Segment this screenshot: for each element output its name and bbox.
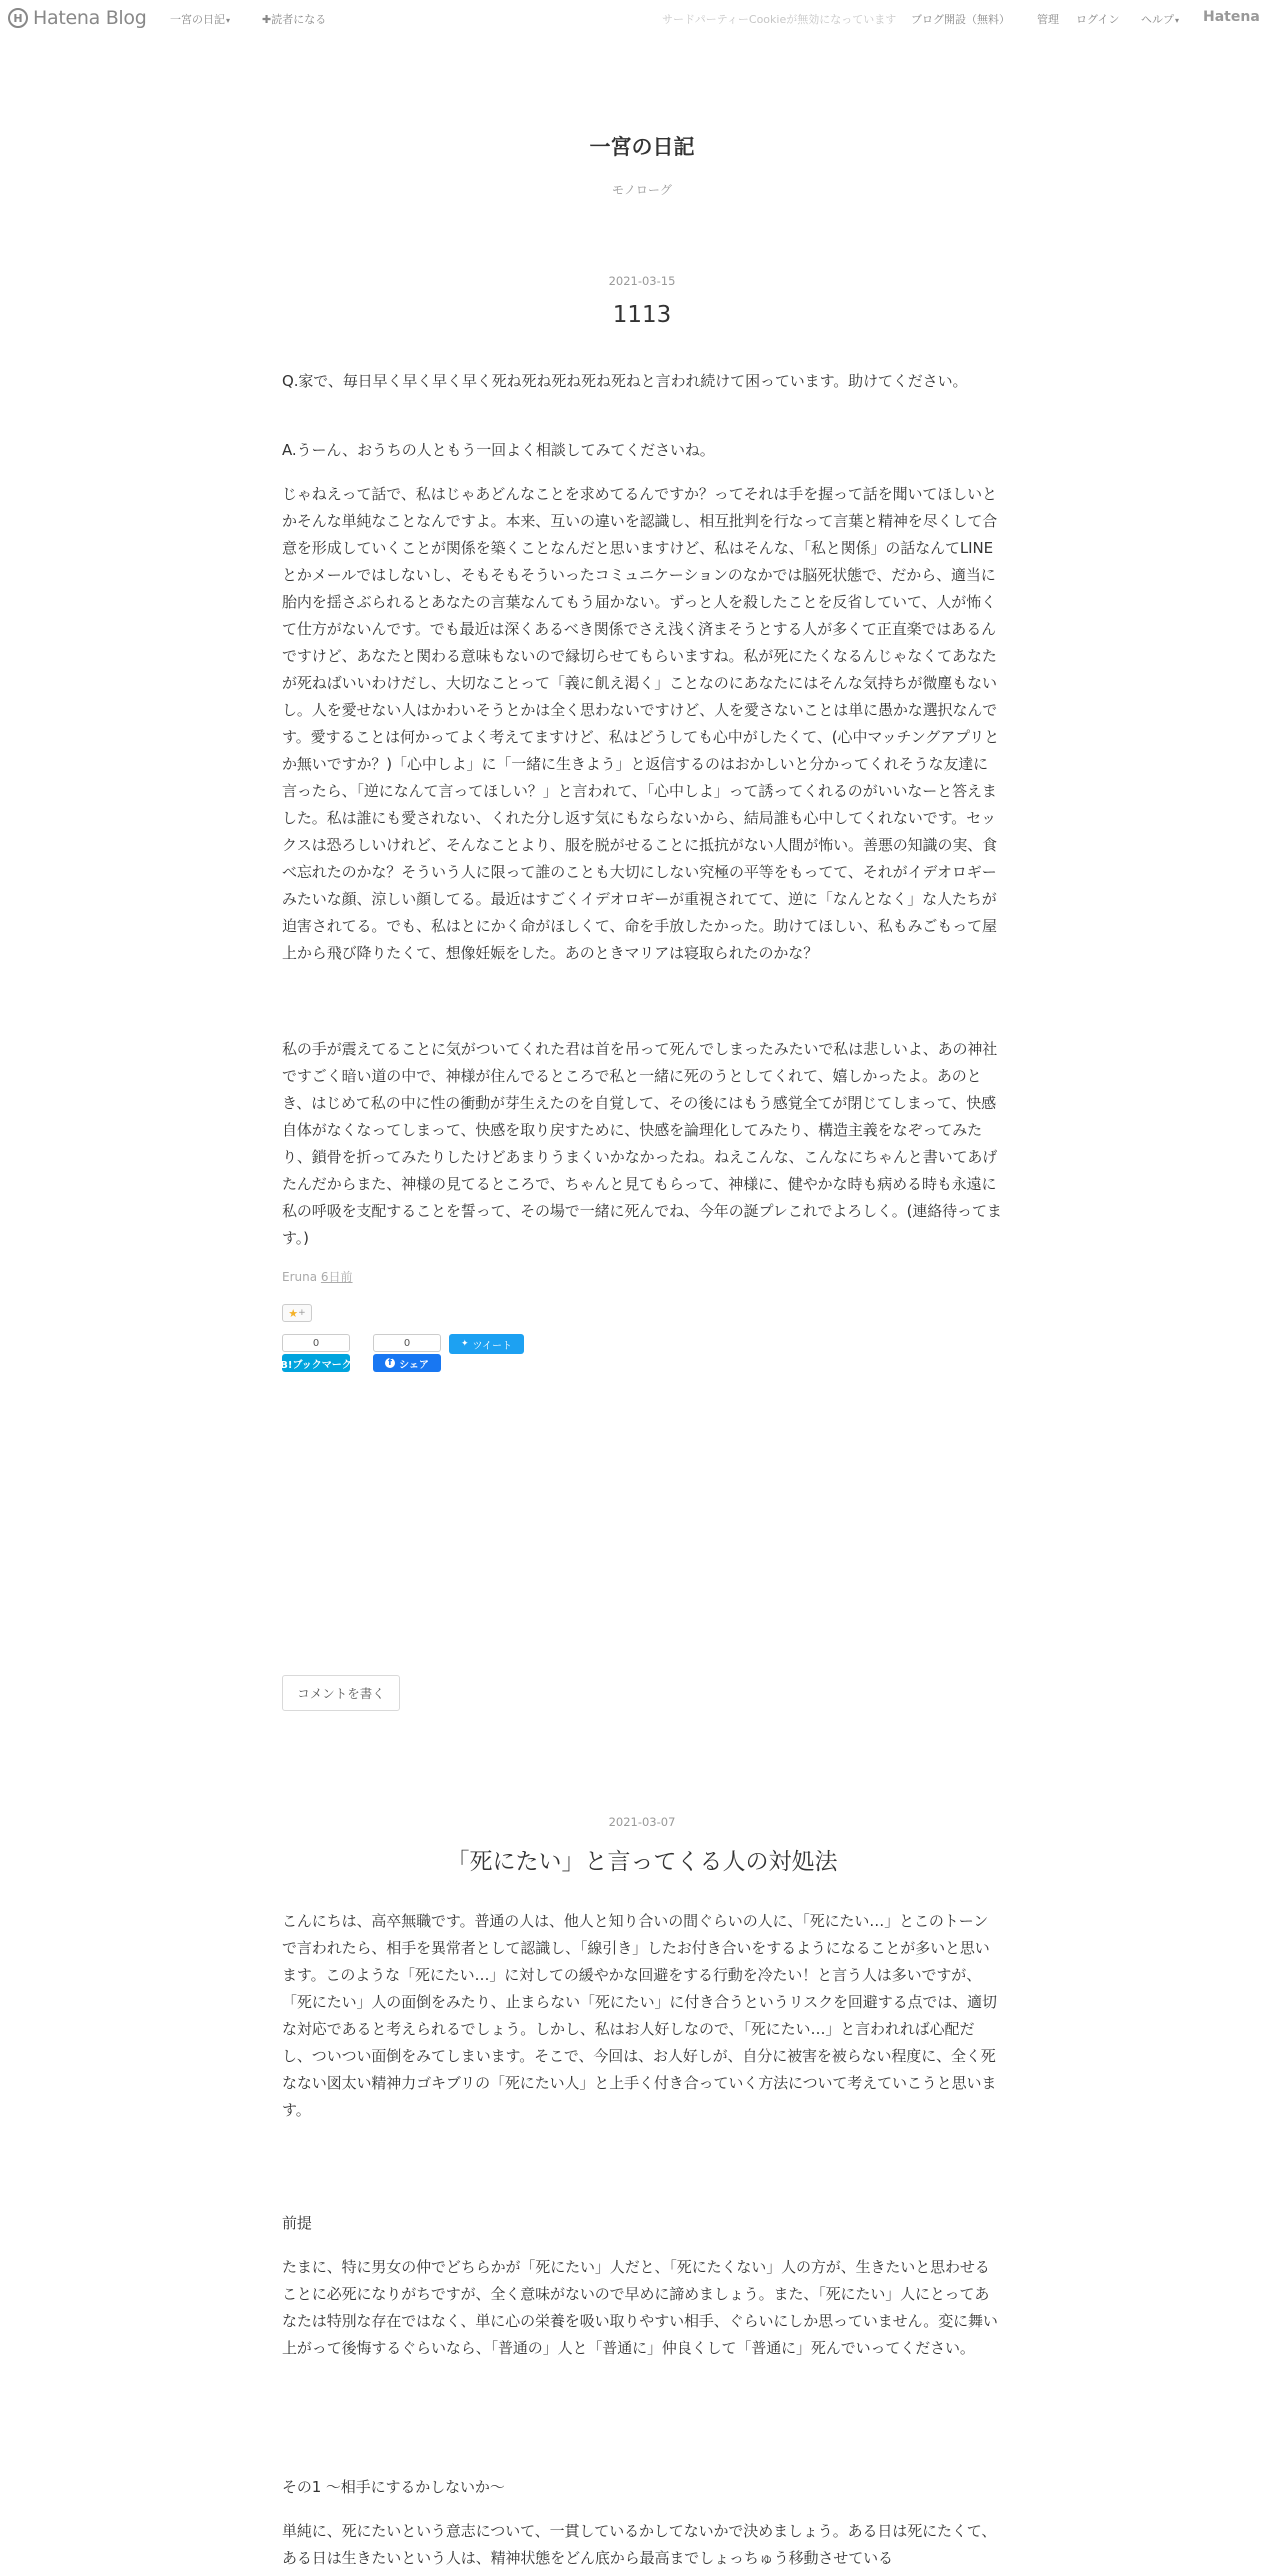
star-plus: + <box>298 1308 306 1318</box>
blog-menu[interactable] <box>170 11 230 27</box>
brand-name: Hatena Blog <box>33 7 147 29</box>
section-heading: 前提 <box>282 2214 312 2232</box>
entry-paragraph: Q.家で、毎日早く早く早く早く死ね死ね死ね死ね死ねと言われ続けて困っています。助けてください。 <box>282 372 968 390</box>
facebook-share-label: シェア <box>399 1359 429 1371</box>
blog-description: モノローグ <box>612 183 672 197</box>
entry-paragraph: じゃねえって話で、私はじゃあどんなことを求めてるんですか？ってそれは手を握って話を聞いてほしいとかそんな単純なことなんですよ。本来、互いの違いを認識し、相互批判を行なって言葉と精神を尽くして合意を形成していくことが関係を築くことなんだと思いますけど、私はそんな、「私と関係」の話なんてLINEとかメールではしないし、そもそもそういったコミュニケーションのなかでは脳死状態で、だから、適当に胎内を揺さぶられるとあなたの言葉なんてもう届かない。ずっと人を殺したことを反省していて、人が怖くて仕方がないんです。でも最近は深くあるべき関係でさえ浅く済まそうとする人が多くて正直楽ではあるんですけど、あなたと関わる意味もないので縁切らせてもらいますね。私が死にたくなるんじゃなくてあなたが死ねばいいわけだし、大切なことって「義に飢え渇く」ことなのにあなたにはそんな気持ちが微塵もないし。人を愛せない人はかわいそうとかは全く思わないですけど、人を愛さないことは単に愚かな選択なんです。愛することは何かってよく考えてますけど、私はどうしても心中がしたくて、(心中マッチングアプリとか無いですか？)「心中しよ」に「一緒に生きよう」と返信するのはおかしいと分かってくれそうな友達に言ったら、「逆になんて言ってほしい？」と言われて、「心中しよ」って誘ってくれるのがいいなーと答えました。私は誰にも愛されない、くれた分し返す気にもならないから、結局誰も心中してくれないです。セックスは恐ろしいけれど、そんなことより、服を脱がせることに抵抗がない人間が怖い。善悪の知識の実、食べ忘れたのかな？そういう人に限って誰のことも大切にしない究極の平等をもってて、それがイデオロギーみたいな顔、涼しい顔してる。最近はすごくイデオロギーが重視されてて、逆に「なんとなく」な人たちが迫害されてる。でも、私はとにかく命がほしくて、命を手放したかった。助けてほしい、私もみごもって屋上から飛び降りたくて、想像妊娠をした。あのときマリアは寝取られたのかな？ <box>282 485 1000 962</box>
entry-footer <box>282 1268 353 1285</box>
facebook-share-count: 0 <box>373 1334 441 1352</box>
author-name[interactable]: Eruna <box>282 1270 318 1284</box>
entry-title[interactable]: 1113 <box>612 302 672 328</box>
subscribe-link[interactable]: ✚読者になる <box>262 13 327 26</box>
entry-paragraph: こんにちは、高卒無職です。普通の人は、他人と知り合いの間ぐらいの人に、「死にたい…」とこのトーンで言われたら、相手を異常者として認識し、「線引き」したお付き合いをするようになることが多いと思います。このような「死にたい…」に対しての緩やかな回避をする行動を冷たい！と言う人は多いですが、「死にたい」人の面倒をみたり、止まらない「死にたい」に付き合うというリスクを回避する点では、適切な対応であると考えられるでしょう。しかし、私はお人好しなので、「死にたい…」と言われれば心配だし、ついつい面倒をみてしまいます。そこで、今回は、お人好しが、自分に被害を被らない程度に、全く死なない図太い精神力ゴキブリの「死にたい人」と上手く付き合っていく方法について考えていこうと思います。 <box>282 1912 997 2119</box>
tweet-button[interactable] <box>449 1334 524 1354</box>
hatena-blog-logo[interactable] <box>8 6 147 30</box>
entry-title[interactable]: 「死にたい」と言ってくる人の対処法 <box>446 1849 838 1875</box>
entry-date[interactable]: 2021-03-15 <box>608 274 676 288</box>
blog-title[interactable]: 一宮の日記 <box>589 135 695 159</box>
bookmark-button[interactable]: B!ブックマーク <box>282 1354 350 1372</box>
hatena-logo-text: Hatena <box>1203 9 1260 25</box>
add-star-button[interactable] <box>282 1304 312 1322</box>
help-menu-label: ヘルプ <box>1141 13 1174 26</box>
entry-paragraph: A.うーん、おうちの人ともう一回よく相談してみてくださいね。 <box>282 441 715 459</box>
twitter-icon: ✦ <box>460 1339 469 1349</box>
hatena-logo[interactable] <box>1203 9 1260 25</box>
help-menu[interactable] <box>1141 11 1179 27</box>
facebook-icon: f <box>385 1358 395 1368</box>
admin-link[interactable]: 管理 <box>1037 13 1059 26</box>
login-link[interactable]: ログイン <box>1076 13 1120 26</box>
open-blog-link[interactable]: ブログ開設（無料） <box>911 13 1010 26</box>
section-heading: その1 〜相手にするかしないか〜 <box>282 2478 505 2496</box>
bookmark-count: 0 <box>282 1334 350 1352</box>
entry-paragraph: たまに、特に男女の仲でどちらかが「死にたい」人だと、「死にたくない」人の方が、生きたいと思わせることに必死になりがちですが、全く意味がないので早めに諦めましょう。また、「死にたい」人にとってあなたは特別な存在ではなく、単に心の栄養を吸い取りやすい相手、ぐらいにしか思っていません。変に舞い上がって後悔するぐらいなら、「普通の」人と「普通に」仲良くして「普通に」死んでいってください。 <box>282 2258 998 2357</box>
hatena-bookmark-share[interactable] <box>282 1334 350 1372</box>
hatena-h-icon: H <box>8 8 28 28</box>
entry-paragraph: 私の手が震えてることに気がついてくれた君は首を吊って死んでしまったみたいで私は悲しいよ、あの神社ですごく暗い道の中で、神様が住んでるところで私と一緒に死のうとしてくれて、嬉しかったよ。あのとき、はじめて私の中に性の衝動が芽生えたのを自覚して、その後にはもう感覚全てが閉じてしまって、快感自体がなくなってしまって、快感を取り戻すために、快感を論理化してみたり、構造主義をなぞってみたり、鎖骨を折ってみたりしたけどあまりうまくいかなかったね。ねえこんな、こんなにちゃんと書いてあげたんだからまた、神様の見てるところで、ちゃんと見てもらって、神様に、健やかな時も病める時も永遠に私の呼吸を支配することを誓って、その場で一緒に死んでね、今年の誕プレこれでよろしく。(連絡待ってます。) <box>282 1040 1002 1247</box>
caret-down-icon: ▾ <box>1175 16 1180 25</box>
entry-date[interactable]: 2021-03-07 <box>608 1815 676 1829</box>
entry-time-ago[interactable]: 6日前 <box>320 1270 353 1284</box>
caret-down-icon: ▾ <box>226 16 231 25</box>
write-comment-button[interactable]: コメントを書く <box>282 1675 400 1711</box>
facebook-share[interactable] <box>373 1334 441 1372</box>
tweet-label: ツイート <box>472 1340 513 1352</box>
facebook-share-button[interactable] <box>373 1354 441 1372</box>
entry-paragraph: 単純に、死にたいという意志について、一貫しているかしてないかで決めましょう。ある日は死にたくて、ある日は生きたいという人は、精神状態をどん底から最高までしょっちゅう移動させている <box>282 2522 997 2567</box>
global-header <box>0 0 1284 36</box>
blog-menu-label: 一宮の日記 <box>170 13 225 26</box>
cookie-notice: サードパーティーCookieが無効になっています <box>662 13 897 26</box>
star-icon: ★ <box>288 1306 299 1320</box>
